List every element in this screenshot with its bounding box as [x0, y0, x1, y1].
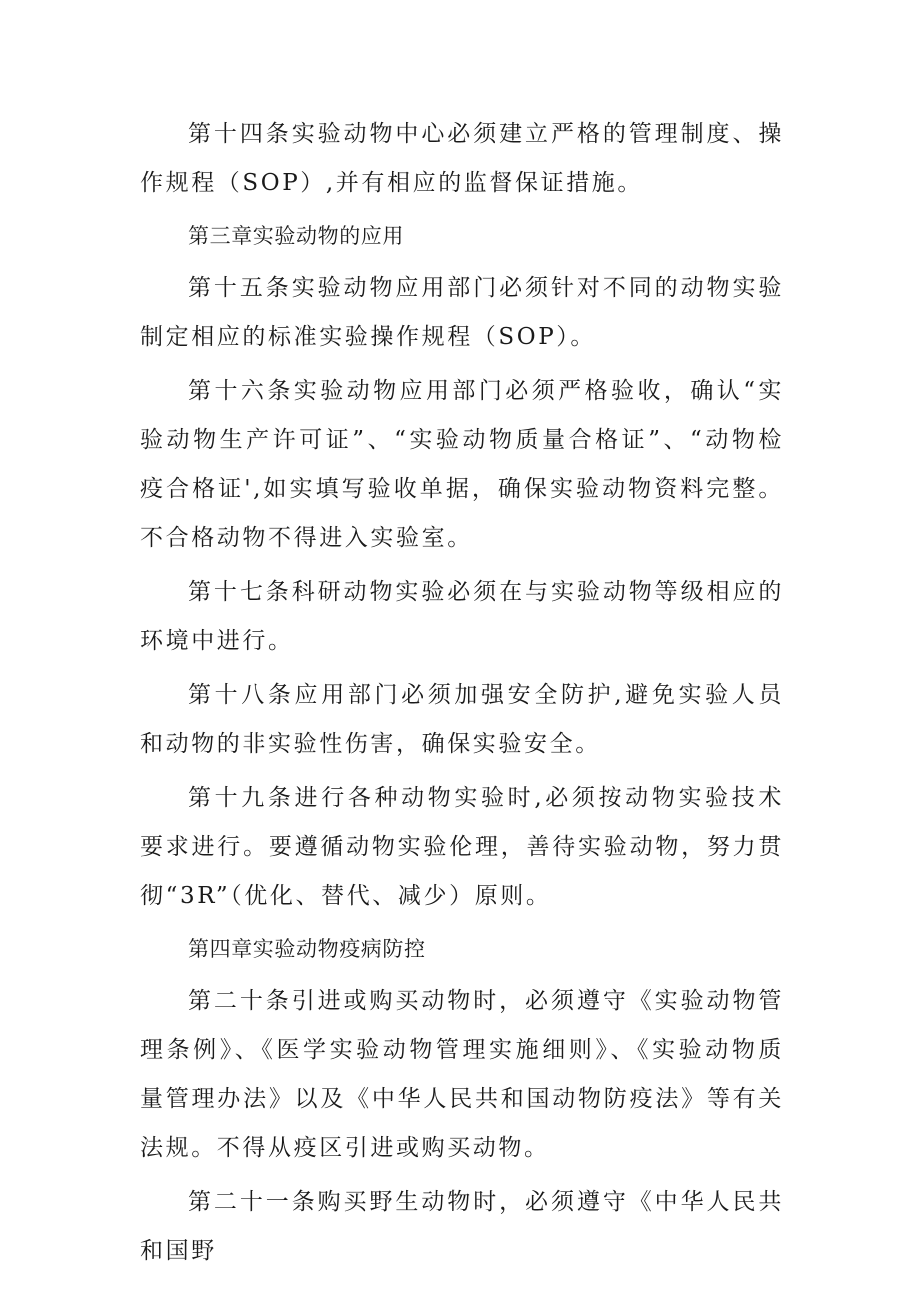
article-17: 第十七条科研动物实验必须在与实验动物等级相应的环境中进行。 — [140, 579, 784, 654]
article-18: 第十八条应用部门必须加强安全防护,避免实验人员和动物的非实验性伤害，确保实验安全。 — [140, 682, 784, 757]
chapter-4-heading: 第四章实验动物疫病防控 — [188, 937, 426, 961]
document-body — [140, 110, 784, 1281]
article-20: 第二十条引进或购买动物时，必须遵守《实验动物管理条例》、《医学实验动物管理实施细则》、《实验动物质量管理办法》以及《中华人民共和国动物防疫法》等有关法规。不得从疫区引进或购买动物。 — [140, 988, 784, 1161]
chapter-3-heading: 第三章实验动物的应用 — [188, 224, 404, 248]
article-16: 第十六条实验动物应用部门必须严格验收，确认“实验动物生产许可证”、“实验动物质量合格证”、“动物检疫合格证',如实填写验收单据，确保实验动物资料完整。不合格动物不得进入实验室。 — [140, 378, 784, 551]
article-15: 第十五条实验动物应用部门必须针对不同的动物实验制定相应的标准实验操作规程（SOP）。 — [140, 275, 784, 350]
article-14: 第十四条实验动物中心必须建立严格的管理制度、操作规程（SOP）,并有相应的监督保证措施。 — [140, 121, 784, 196]
article-21: 第二十一条购买野生动物时，必须遵守《中华人民共和国野 — [140, 1189, 784, 1264]
article-19: 第十九条进行各种动物实验时,必须按动物实验技术要求进行。要遵循动物实验伦理，善待实验动物，努力贯彻“3R”（优化、替代、减少）原则。 — [140, 785, 784, 909]
